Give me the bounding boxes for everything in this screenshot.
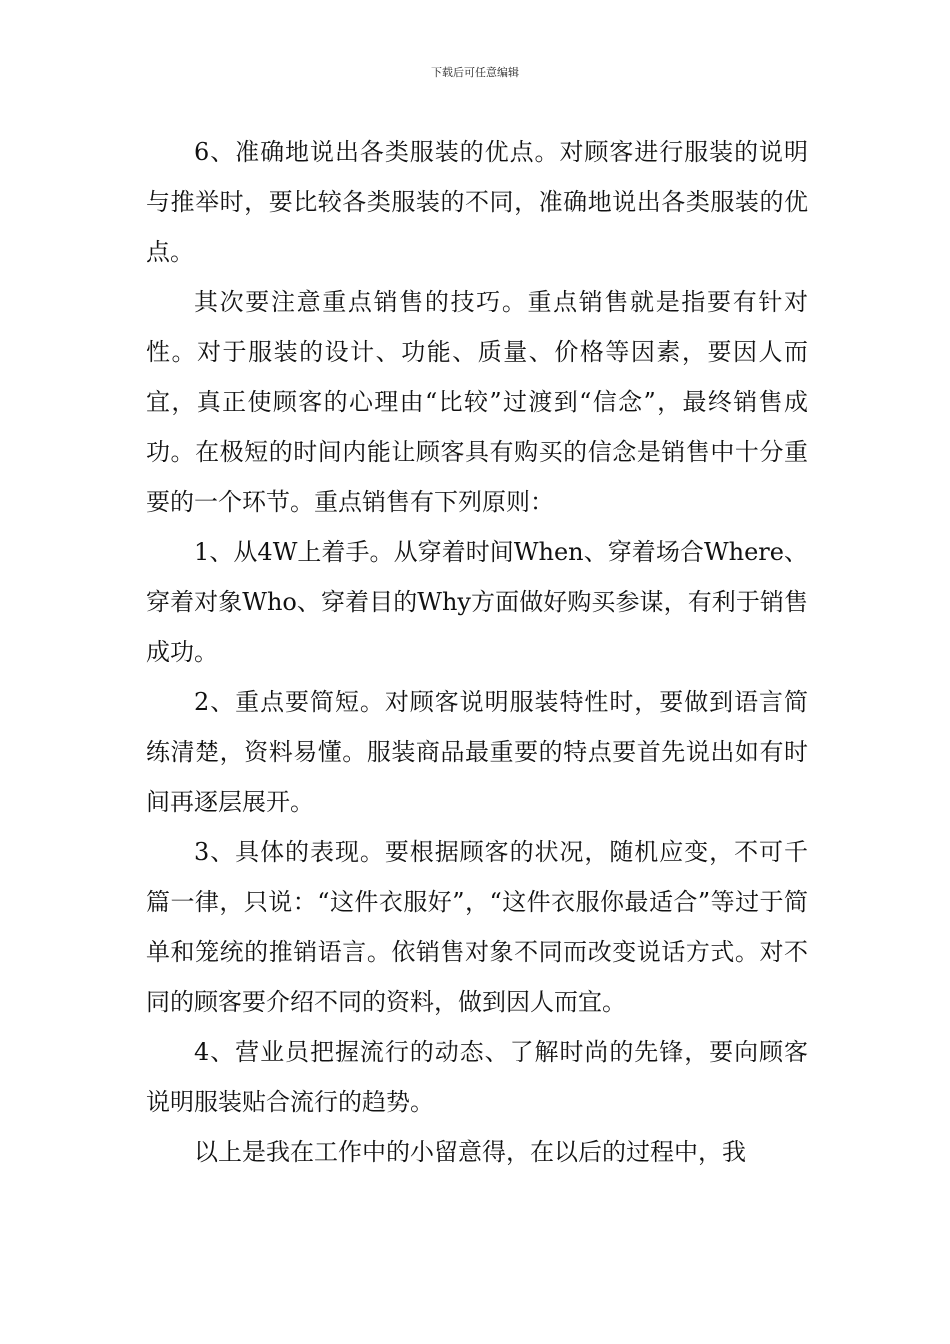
paragraph-principle-3: 3、具体的表现。要根据顾客的状况，随机应变，不可千篇一律，只说：“这件衣服好”，“这件衣服你最适合”等过于简单和笼统的推销语言。依销售对象不同而改变说话方式。对不同的顾客要介绍不同的资料，做到因人而宜。 <box>146 838 808 1016</box>
paragraph-principle-1: 1、从4W上着手。从穿着时间When、穿着场合Where、穿着对象Who、穿着目的Why方面做好购买参谋，有利于销售成功。 <box>146 538 808 666</box>
paragraph-principle-4: 4、营业员把握流行的动态、了解时尚的先锋，要向顾客说明服装贴合流行的趋势。 <box>146 1038 808 1116</box>
paragraph-principle-2: 2、重点要简短。对顾客说明服装特性时，要做到语言简练清楚，资料易懂。服装商品最重要的特点要首先说出如有时间再逐层展开。 <box>146 688 808 816</box>
paragraph-conclusion: 以上是我在工作中的小留意得，在以后的过程中，我 <box>194 1138 746 1166</box>
paragraph-key-selling: 其次要注意重点销售的技巧。重点销售就是指要有针对性。对于服装的设计、功能、质量、价格等因素，要因人而宜，真正使顾客的心理由“比较”过渡到“信念”，最终销售成功。在极短的时间内能让顾客具有购买的信念是销售中十分重要的一个环节。重点销售有下列原则： <box>146 288 808 516</box>
document-body <box>146 127 808 1177</box>
paragraph-item-6: 6、准确地说出各类服装的优点。对顾客进行服装的说明与推举时，要比较各类服装的不同，准确地说出各类服装的优点。 <box>146 138 808 266</box>
page-header: 下载后可任意编辑 <box>431 66 519 79</box>
